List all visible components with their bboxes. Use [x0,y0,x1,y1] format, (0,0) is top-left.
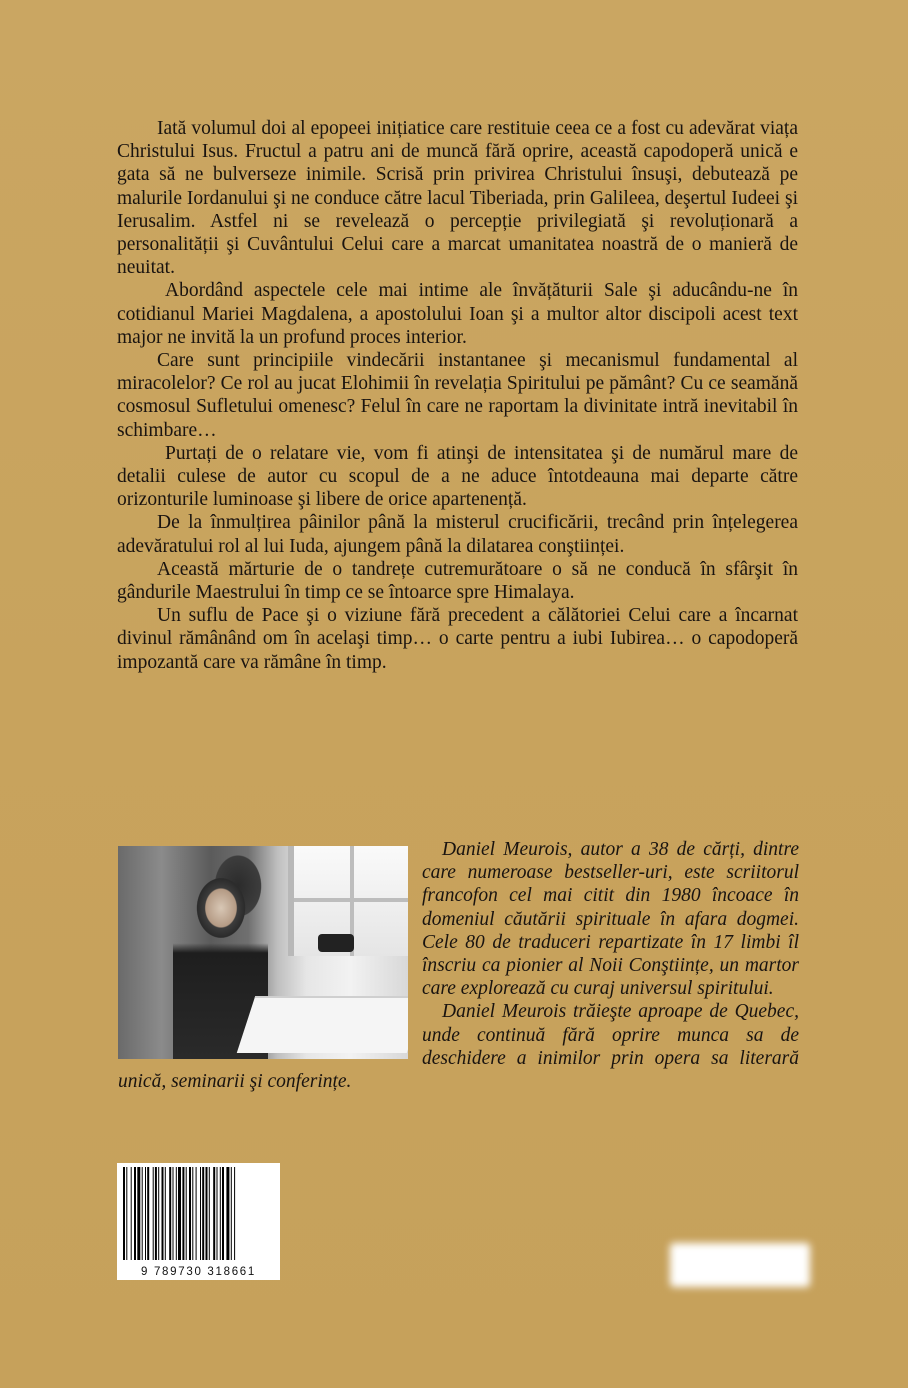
barcode-bar [192,1167,193,1260]
author-bio [118,838,799,1093]
book-description [117,117,798,674]
barcode-bar [145,1167,146,1260]
isbn-barcode [117,1163,280,1280]
description-paragraph: Purtați de o relatare vie, vom fi atinşi de intensitatea şi de numărul mare de detalii culese de autor cu scopul de a ne aduce întotdeauna mai departe către orizonturile luminoase şi libere de orice apartenență. [117,442,798,511]
barcode-bar [178,1167,181,1260]
description-paragraph: Abordând aspectele cele mai intime ale învățăturii Sale şi aducându-ne în cotidianul Mariei Magdalena, a apostolului Ioan şi a multor altor discipoli acest text major ne invită la un profund proces interior. [117,280,798,348]
description-paragraph: Iată volumul doi al epopeei inițiatice care restituie ceea ce a fost cu adevărat viața Christului Isus. Fructul a patru ani de muncă fără oprire, această capodoperă unică e gata să ne bulverseze inimile. Scrisă prin privirea Christului însuşi, debutează pe malurile Iordanului şi ne conduce către lacul Tiberiada, prin Galileea, deşertul Iudeei şi Ierusalim. Astfel ni se revelează o percepție privilegiată şi revoluționară a personalității şi Cuvântului Celui care a marcat umanitatea noastră de o manieră de neuitat. [117,118,798,279]
description-paragraph: Un suflu de Pace şi o viziune fără precedent a călătoriei Celui care a încarnat divinul rămânând om în acelaşi timp… o carte pentru a iubi Iubirea… o capodoperă impozantă care va rămâne în timp. [117,605,798,673]
barcode-bar [202,1167,204,1260]
barcode-bar [158,1167,159,1260]
barcode-bar [186,1167,187,1260]
description-paragraph: Această mărturie de o tandrețe cutremurătoare o să ne conducă în sfârşit în gândurile Maestrului în timp ce se întoarce spre Himalaya. [117,558,798,604]
barcode-bar [196,1167,197,1260]
barcode-bar [153,1167,154,1260]
barcode-bar [217,1167,218,1260]
barcode-bar [200,1167,201,1260]
barcode-bar [126,1167,127,1260]
barcode-bar [131,1167,132,1260]
barcode-bar [213,1167,215,1260]
barcode-bar [182,1167,184,1260]
barcode-bar [209,1167,210,1260]
barcode-bar [189,1167,191,1260]
barcode-bar [165,1167,166,1260]
bio-paragraph: Daniel Meurois, autor a 38 de cărți, dintre care numeroase bestseller-uri, este scriitorul francofon cel mai citit din 1980 încoace în domeniul căutării spirituale în afara dogmei. Cele 80 de traduceri repartizate în 17 limbi îl înscriu ca pionier al Noii Conştiințe, un martor care explorează cu curaj universul spiritului. [422,839,799,1000]
barcode-bar [134,1167,136,1260]
barcode-bar [176,1167,177,1260]
barcode-bar [173,1167,174,1260]
barcode-bar [169,1167,171,1260]
barcode-digits: 9 789730 318661 [140,1266,257,1278]
barcode-bar [137,1167,140,1260]
barcode-bar [155,1167,157,1260]
bio-paragraph: Daniel Meurois trăieşte aproape de Quebec, unde continuă fără oprire munca sa de deschidere a inimilor prin opera sa literară unică, seminarii şi conferințe. [118,1001,799,1093]
barcode-bar [123,1167,125,1260]
barcode-bar [220,1167,221,1260]
price-sticker [670,1243,810,1287]
barcode-bar [231,1167,232,1260]
barcode-bar [206,1167,208,1260]
barcode-bar [234,1167,235,1260]
description-paragraph: Care sunt principiile vindecării instantanee şi mecanismul fundamental al miracolelor? Ce rol au jucat Elohimii în revelația Spiritului pe pământ? Cu ce seamănă cosmosul Sufletului omenesc? Felul în care ne raportam la divinitate intră inevitabil în schimbare… [117,350,798,441]
barcode-bar [222,1167,224,1260]
barcode-bar [147,1167,149,1260]
barcode-bar [226,1167,229,1260]
description-paragraph: De la înmulțirea pâinilor până la misterul crucificării, trecând prin înțelegerea adevăratului rol al lui Iuda, ajungem până la dilatarea conştiinței. [117,512,798,557]
barcode-bar [142,1167,143,1260]
barcode-bar [162,1167,164,1260]
barcode-bars [123,1167,274,1260]
